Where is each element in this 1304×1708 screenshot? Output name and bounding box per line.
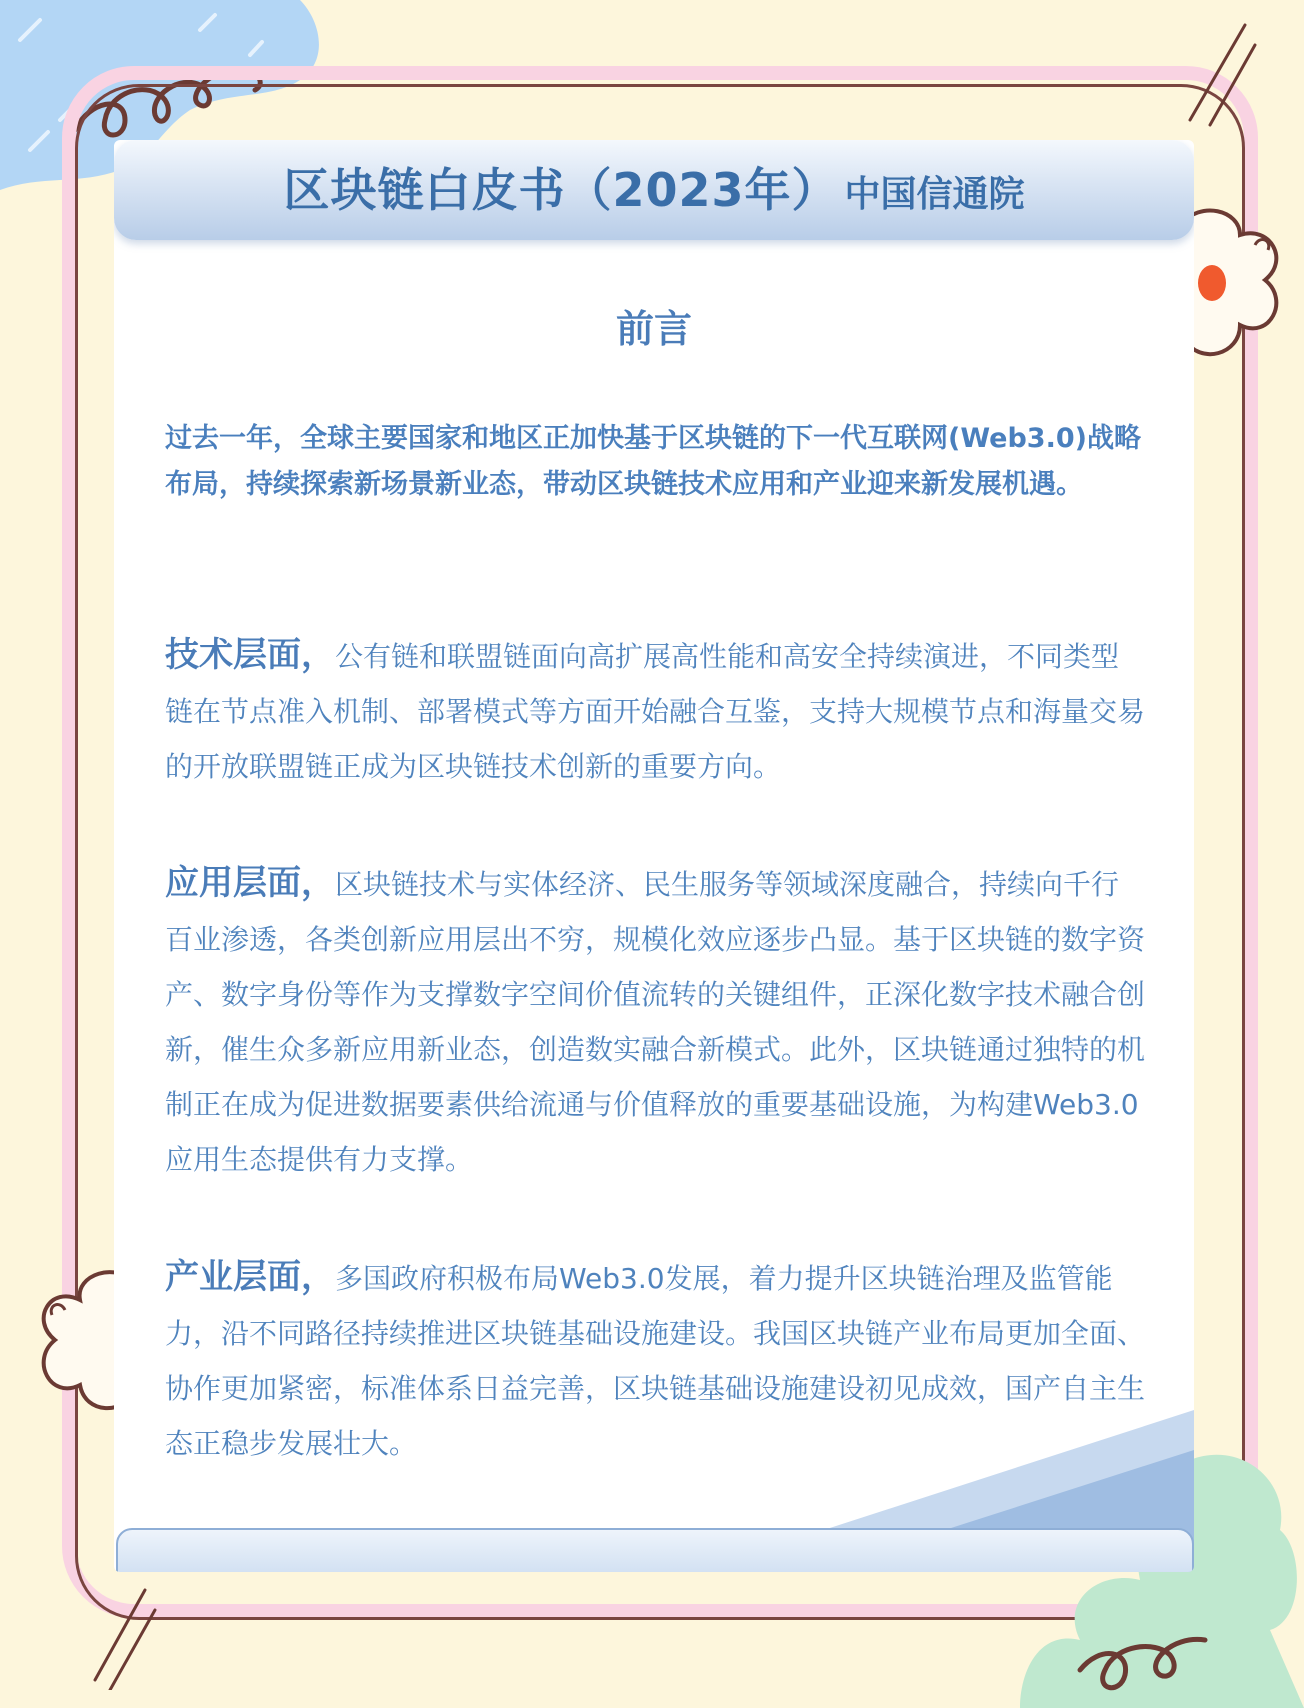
section-heading: 前言 bbox=[615, 307, 692, 351]
paragraph-text: 公有链和联盟链面向高扩展高性能和高安全持续演进，不同类型链在节点准入机制、部署模式等方面开始融合互鉴，支持大规模节点和海量交易的开放联盟链正成为区块链技术创新的重要方向。 bbox=[165, 640, 1146, 783]
paragraph-lead: 产业层面， bbox=[165, 1257, 335, 1297]
tick-marks-decoration bbox=[1180, 20, 1260, 130]
tick-marks-decoration-bottom bbox=[85, 1580, 165, 1690]
paragraph-tech bbox=[165, 628, 1145, 794]
document-title bbox=[114, 140, 1194, 240]
title-main: 区块链白皮书（2023年） bbox=[283, 163, 839, 217]
document-card bbox=[114, 140, 1194, 1572]
paragraph-text: 区块链技术与实体经济、民生服务等领域深度融合，持续向千行百业渗透，各类创新应用层出不穷，规模化效应逐步凸显。基于区块链的数字资产、数字身份等作为支撑数字空间价值流转的关键组件，正深化数字技术融合创新，催生众多新应用新业态，创造数实融合新模式。此外，区块链通过独特的机制正在成为促进数据要素供给流通与价值释放的重要基础设施，为构建Web3.0应用生态提供有力支撑。 bbox=[165, 868, 1146, 1176]
paragraph-lead: 技术层面， bbox=[165, 635, 335, 675]
title-org: 中国信通院 bbox=[844, 174, 1025, 215]
intro-paragraph: 过去一年，全球主要国家和地区正加快基于区块链的下一代互联网(Web3.0)战略布局，持续探索新场景新业态，带动区块链技术应用和产业迎来新发展机遇。 bbox=[165, 423, 1141, 500]
paragraph-application bbox=[165, 856, 1145, 1187]
bottom-banner bbox=[116, 1528, 1194, 1572]
paragraph-lead: 应用层面， bbox=[165, 863, 335, 903]
paragraph-industry bbox=[165, 1250, 1145, 1471]
paragraph-text: 多国政府积极布局Web3.0发展，着力提升区块链治理及监管能力，沿不同路径持续推进区块链基础设施建设。我国区块链产业布局更加全面、协作更加紧密，标准体系日益完善，区块链基础设施建设初见成效，国产自主生态正稳步发展壮大。 bbox=[165, 1262, 1146, 1460]
